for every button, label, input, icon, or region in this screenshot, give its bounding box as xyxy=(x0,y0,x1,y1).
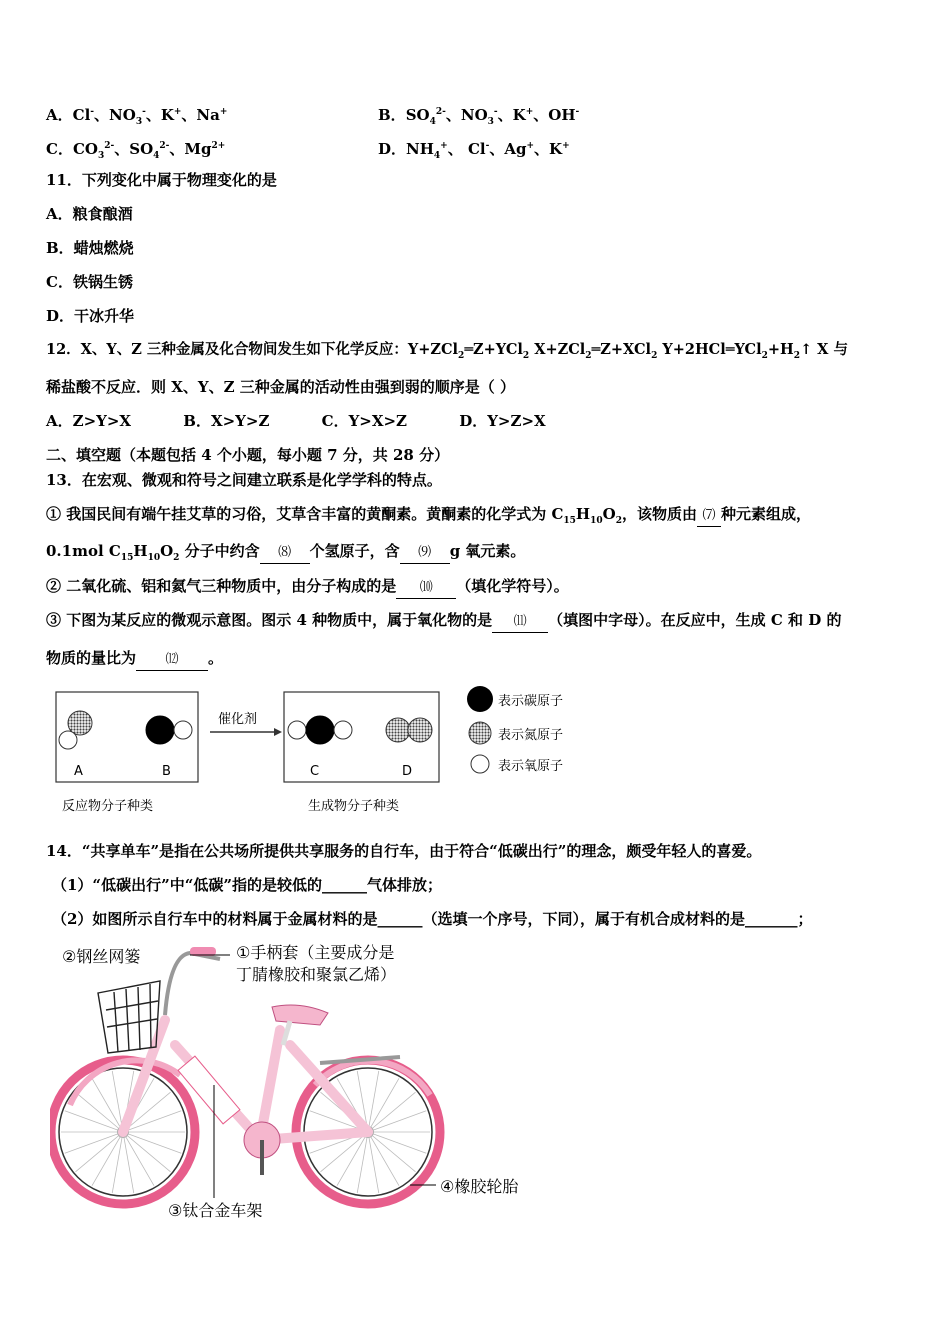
reactants-caption: 反应物分子种类 xyxy=(62,799,154,814)
label-steel-basket: ②钢丝网篓 xyxy=(62,947,141,966)
q12-line1: 12．X、Y、Z 三种金属及化合物间发生如下化学反应：Y+ZCl$_2$═Z+YCl$_2$ X+ZCl$_2$═Z+XCl$_2$ $Y+2HCl═YCl_2+H_2↑$ X 与 xyxy=(46,341,848,361)
q11-option-c: C．铁锅生锈 xyxy=(46,273,133,291)
q11-option-b: B．蜡烛燃烧 xyxy=(46,239,134,257)
blank-9: ⑼ xyxy=(400,543,450,564)
label-tire: ④橡胶轮胎 xyxy=(440,1177,519,1196)
seat xyxy=(272,1005,328,1025)
spoke xyxy=(65,1132,123,1153)
legend-nitrogen-icon xyxy=(469,722,491,744)
label-grip-material: 丁腈橡胶和聚氯乙烯） xyxy=(236,965,397,984)
label-d: D xyxy=(402,764,413,779)
blank-12: ⑿ xyxy=(136,650,208,671)
q13-part3: ② 二氧化硫、铝和氦气三种物质中，由分子构成的是 ⑽ （填化学符号）。 xyxy=(46,576,569,599)
label-frame: ③钛合金车架 xyxy=(168,1201,263,1220)
q14-part2: （2）如图所示自行车中的材料属于金属材料的是______（选填一个序号，下同），属于有机合成材料的是_______； xyxy=(52,910,813,928)
q13-part5: 物质的量比为 ⑿ 。 xyxy=(46,648,223,671)
blank-10: ⑽ xyxy=(396,578,456,599)
q13-stem: 13．在宏观、微观和符号之间建立联系是化学学科的特点。 xyxy=(46,471,442,489)
q11-option-d: D．干冰升华 xyxy=(46,307,135,325)
legend-oxygen-label: 表示氧原子 xyxy=(498,759,564,774)
q11-stem: 11．下列变化中属于物理变化的是 xyxy=(46,171,277,189)
section-heading: 二、填空题（本题包括 4 个小题，每小题 7 分，共 28 分） xyxy=(46,446,450,464)
spoke xyxy=(368,1111,426,1132)
spoke xyxy=(368,1132,426,1153)
q10-option-b: B．$SO_4^{2-}$、$NO_3^-$、K+、OH- xyxy=(378,106,580,127)
molecule-a xyxy=(59,711,92,749)
q14-stem: 14．“共享单车”是指在公共场所提供共享服务的自行车，由于符合“低碳出行”的理念，颇受年轻人的喜爱。 xyxy=(46,842,762,860)
spoke xyxy=(76,1092,123,1132)
label-c: C xyxy=(310,764,320,779)
q13-part1: ① 我国民间有端午挂艾草的习俗，艾草含丰富的黄酮素。黄酮素的化学式为 $C_{15}H_{10}O_2$，该物质由 ⑺ 种元素组成， xyxy=(46,505,812,526)
spoke xyxy=(123,1132,181,1153)
q14-part1: （1）“低碳出行”中“低碳”指的是较低的______气体排放； xyxy=(52,876,442,894)
label-a: A xyxy=(74,764,83,779)
q12-line2: 稀盐酸不反应．则 X、Y、Z 三种金属的活动性由强到弱的顺序是（ ） xyxy=(46,378,515,396)
label-b: B xyxy=(162,764,171,779)
products-caption: 生成物分子种类 xyxy=(308,799,400,814)
catalyst-label: 催化剂 xyxy=(218,712,258,727)
spoke xyxy=(368,1092,415,1132)
molecule-c xyxy=(288,716,352,744)
blank-7: ⑺ xyxy=(697,506,721,527)
spoke xyxy=(368,1132,415,1172)
legend-carbon-label: 表示碳原子 xyxy=(498,694,564,709)
spoke xyxy=(123,1132,170,1172)
q10-option-d: D．$NH_4^+$、 Cl-、Ag+、K+ xyxy=(378,140,570,161)
molecule-b xyxy=(146,716,192,744)
blank-11: ⑾ xyxy=(492,612,548,633)
q13-part2: 0.1mol $C_{15}H_{10}O_2$ 分子中约含 ⑻ 个氢原子，含 ⑼ g 氧元素。 xyxy=(46,542,526,563)
molecule-d xyxy=(386,718,432,742)
basket xyxy=(98,981,160,1053)
blank-8: ⑻ xyxy=(260,543,310,564)
q13-part4: ③ 下图为某反应的微观示意图。图示 4 种物质中，属于氧化物的是 ⑾ （填图中字母）。在反应中，生成 C 和 D 的 xyxy=(46,610,841,633)
label-grip: ①手柄套（主要成分是 xyxy=(236,943,395,962)
spoke xyxy=(65,1111,123,1132)
q10-option-c: C．$CO_3^{2-}$、$SO_4^{2-}$、$Mg^{2+}$ xyxy=(46,140,226,161)
legend-nitrogen-label: 表示氮原子 xyxy=(498,728,564,743)
legend-oxygen-icon xyxy=(471,755,489,773)
legend-carbon-icon xyxy=(467,686,493,712)
q11-option-a: A．粮食酿酒 xyxy=(46,205,133,223)
handlebar xyxy=(165,953,220,1015)
q12-options: A．Z>Y>X B．X>Y>Z C．Y>X>Z D．Y>Z>X xyxy=(46,412,546,430)
q10-option-a: A．Cl-、$NO_3^-$、K+、Na+ xyxy=(46,106,228,127)
spoke xyxy=(76,1132,123,1172)
